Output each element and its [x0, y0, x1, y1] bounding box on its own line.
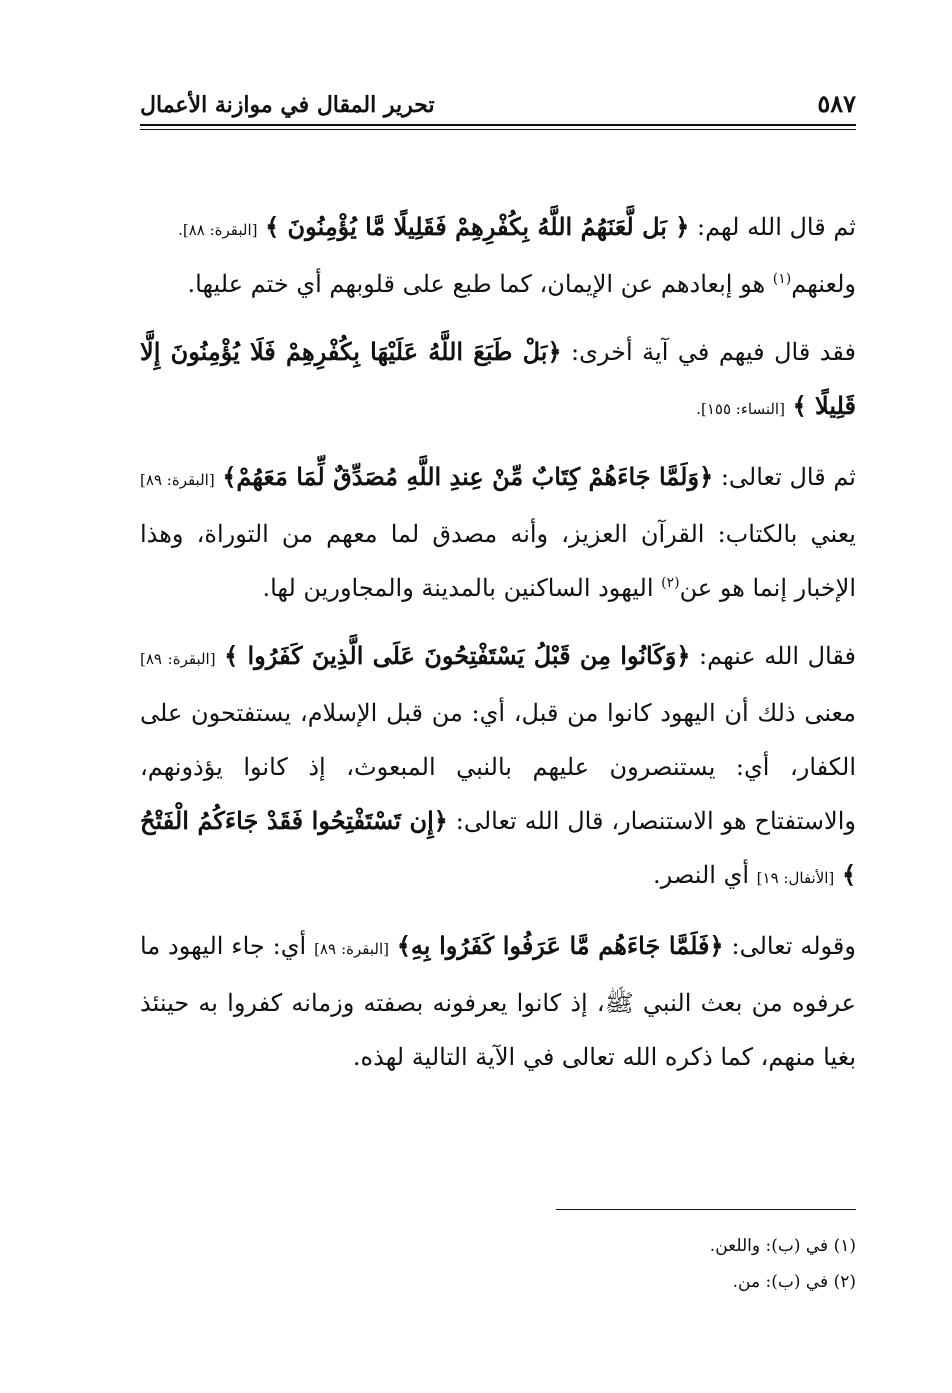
running-header [140, 80, 856, 124]
p4-verse-reference: [البقرة: ٨٩] [140, 471, 215, 489]
paragraph-3 [140, 325, 856, 436]
p1-verse-reference: [البقرة: ٨٨]. [178, 221, 258, 239]
paragraph-6 [140, 919, 856, 1084]
salawat-symbol: ﷺ [604, 989, 634, 1017]
p6-verse-reference: [البقرة: ٨٩] [314, 940, 389, 958]
book-title: تحرير المقال في موازنة الأعمال [140, 92, 435, 118]
header-rule [140, 124, 856, 130]
p6-text-1: أي: جاء اليهود ما عرفوه من بعث النبي [140, 932, 857, 1017]
p1-intro: ثم قال الله لهم: [697, 213, 856, 241]
body-text [140, 200, 856, 1084]
paragraph-5 [140, 629, 856, 905]
page-number: ٥٨٧ [817, 89, 856, 118]
p5-text-1: معنى ذلك أن اليهود كانوا من قبل، أي: من قبل الإسلام، يستفتحون على الكفار، أي: يستنصرون عليهم بالنبي المبعوث، إذ كانوا يؤذونهم، والاستفتاح هو الاستنصار، قال الله تعالى: [140, 699, 856, 835]
paragraph-2 [140, 257, 856, 311]
p2-rest: هو إبعادهم عن الإيمان، كما طبع على قلوبهم أي ختم عليها. [187, 270, 773, 298]
footnote-1: (١) في (ب): واللعن. [709, 1236, 856, 1256]
p3-verse-reference: [النساء: ١٥٥]. [696, 400, 785, 418]
footnote-separator [556, 1209, 856, 1210]
p4-intro: ثم قال تعالى: [720, 463, 856, 491]
p5-intro: فقال الله عنهم: [699, 642, 856, 670]
p6-intro: وقوله تعالى: [731, 932, 856, 960]
footnote-2: (٢) في (ب): من. [732, 1272, 856, 1292]
p3-quran-verse: ﴿بَلْ طَبَعَ اللَّهُ عَلَيْهَا بِكُفْرِهِمْ فَلَا يُؤْمِنُونَ إِلَّا قَلِيلًا ﴾ [140, 337, 856, 420]
p5-verse-reference-2: [الأنفال: ١٩] [756, 869, 835, 887]
p3-intro: فقد قال فيهم في آية أخرى: [571, 338, 856, 366]
p6-quran-verse: ﴿فَلَمَّا جَاءَهُم مَّا عَرَفُوا كَفَرُوا بِهِ﴾ [396, 931, 724, 960]
footnotes [140, 1228, 856, 1300]
paragraph-1 [140, 200, 856, 257]
p5-verse-reference: [البقرة: ٨٩] [140, 650, 216, 668]
p1-quran-verse: ﴿ بَل لَّعَنَهُمُ اللَّهُ بِكُفْرِهِمْ فَقَلِيلًا مَّا يُؤْمِنُونَ ﴾ [265, 212, 690, 241]
footnote-marker-2[interactable]: (٢) [661, 575, 680, 591]
p5-quran-verse: ﴿وَكَانُوا مِن قَبْلُ يَسْتَفْتِحُونَ عَلَى الَّذِينَ كَفَرُوا ﴾ [224, 641, 691, 670]
footnote-marker-1[interactable]: (١) [772, 271, 792, 287]
paragraph-4 [140, 450, 856, 615]
p6-text-2: ، إذ كانوا يعرفونه بصفته وزمانه كفروا به حينئذ بغيا منهم، كما ذكره الله تعالى في الآية التالية لهذه. [140, 989, 856, 1071]
p4-text-2: اليهود الساكنين بالمدينة والمجاورين لها. [262, 574, 662, 602]
p4-quran-verse: ﴿وَلَمَّا جَاءَهُمْ كِتَابٌ مِّنْ عِندِ اللَّهِ مُصَدِّقٌ لِّمَا مَعَهُمْ﴾ [222, 462, 714, 491]
p4-text-1: يعني بالكتاب: القرآن العزيز، وأنه مصدق لما معهم من التوراة، وهذا الإخبار إنما هو عن [140, 520, 856, 602]
p2-start: ولعنهم [791, 270, 856, 298]
p5-quran-verse-2: ﴿إِن تَسْتَفْتِحُوا فَقَدْ جَاءَكُمُ الْفَتْحُ ﴾ [140, 806, 856, 889]
p5-text-2: أي النصر. [653, 861, 750, 889]
